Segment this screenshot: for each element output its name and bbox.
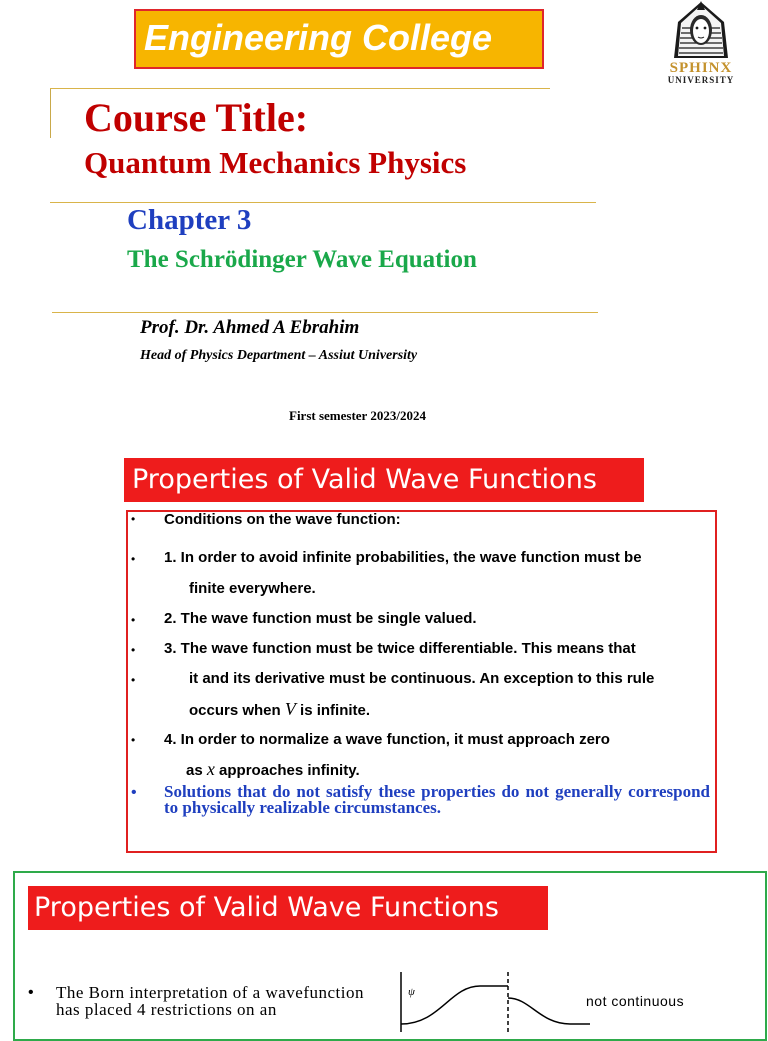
variable-v: V	[284, 699, 296, 719]
list-item: 2. The wave function must be single valued.	[164, 610, 477, 627]
bullet: •	[131, 643, 136, 657]
semester: First semester 2023/2024	[289, 408, 426, 423]
slide-title: Properties of Valid Wave Functions	[28, 886, 548, 930]
bullet: •	[131, 613, 136, 627]
college-banner	[134, 9, 544, 69]
list-item: 4. In order to normalize a wave function, it must approach zero	[164, 731, 610, 748]
accent-line	[50, 88, 51, 138]
body-text: The Born interpretation of a wavefunction has placed 4 restrictions on an	[56, 983, 364, 1019]
curve-right	[508, 998, 590, 1024]
text-span: is infinite.	[295, 702, 371, 719]
divider-line	[50, 88, 550, 89]
discontinuous-function-graph	[380, 972, 768, 1032]
department: Head of Physics Department – Assiut University	[140, 348, 418, 363]
bullet: •	[131, 512, 136, 526]
variable-x: x	[206, 759, 215, 779]
curve-left	[401, 986, 508, 1024]
graph-annotation: not continuous	[586, 993, 685, 1009]
bullet: •	[131, 673, 136, 687]
bullet: •	[131, 784, 137, 801]
divider-line	[50, 202, 596, 203]
chapter-number: Chapter 3	[127, 204, 252, 236]
course-label: Course Title:	[84, 95, 309, 140]
text-span: approaches infinity.	[214, 762, 360, 779]
list-item	[186, 759, 360, 780]
psi-axis-label: ψ	[408, 986, 415, 998]
list-item: 3. The wave function must be twice differentiable. This means that	[164, 640, 636, 657]
chapter-title: The Schrödinger Wave Equation	[127, 246, 477, 273]
divider-line	[52, 312, 598, 313]
bullet: •	[131, 733, 136, 747]
course-name: Quantum Mechanics Physics	[84, 145, 467, 180]
list-item	[189, 699, 370, 720]
list-item: 1. In order to avoid infinite probabilities, the wave function must be	[164, 549, 642, 566]
list-item: it and its derivative must be continuous. An exception to this rule	[189, 670, 655, 687]
slide-title: Properties of Valid Wave Functions	[124, 458, 644, 502]
bullet: •	[28, 984, 34, 1001]
professor-name: Prof. Dr. Ahmed A Ebrahim	[140, 317, 360, 338]
conclusion-text: Solutions that do not satisfy these properties do not generally correspond to physically realizable circumstances.	[164, 782, 710, 817]
logo-name: SPHINX	[669, 60, 733, 76]
list-item: Conditions on the wave function:	[164, 511, 401, 528]
list-item: finite everywhere.	[189, 580, 316, 597]
text-span: occurs when	[189, 702, 285, 719]
bullet: •	[131, 552, 136, 566]
text-span: as	[186, 762, 207, 779]
logo-subtitle: UNIVERSITY	[667, 75, 735, 85]
college-name: Engineering College	[144, 17, 493, 58]
